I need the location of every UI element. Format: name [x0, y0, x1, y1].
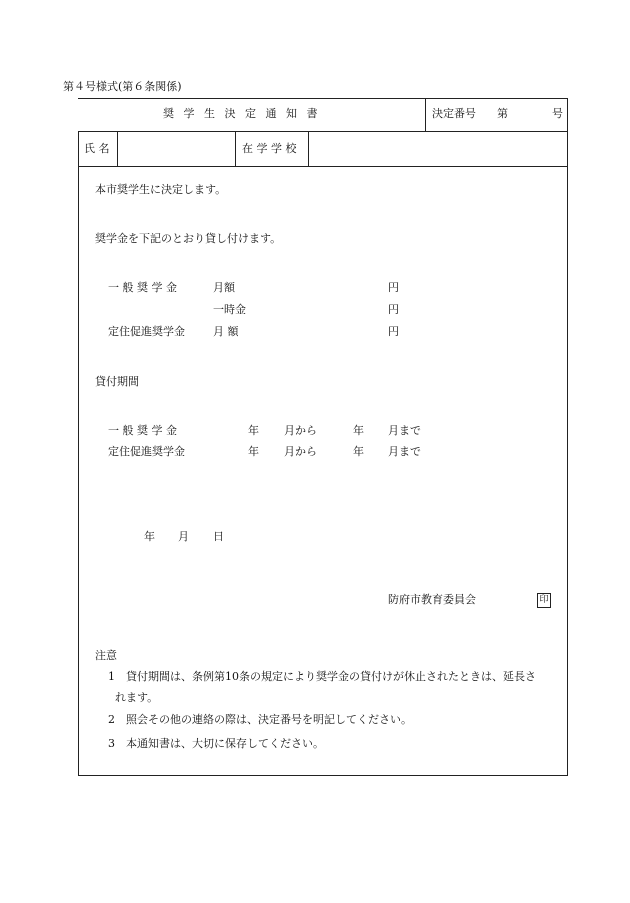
seal-box: 印: [537, 593, 551, 608]
period-settlement-month-to: 月まで: [388, 445, 421, 458]
name-label-divider: [117, 131, 118, 167]
date-day: 日: [213, 530, 224, 543]
period-general-year-to: 年: [353, 424, 364, 437]
note-1-number: 1: [108, 670, 115, 683]
decision-number-divider: [425, 98, 426, 132]
note-2-number: 2: [108, 713, 115, 726]
notes-heading: 注意: [95, 649, 117, 662]
settlement-monthly-label: 月 額: [213, 325, 239, 338]
note-3-text: 本通知書は、大切に保存してください。: [126, 737, 324, 750]
lump-sum-label: 一時金: [213, 303, 246, 316]
name-label: 氏 名: [84, 142, 110, 155]
date-month: 月: [178, 530, 189, 543]
frame-right-line: [567, 98, 568, 776]
general-scholarship-label: 一 般 奨 学 金: [108, 281, 177, 294]
note-2-text: 照会その他の連絡の際は、決定番号を明記してください。: [126, 713, 412, 726]
lump-sum-yen: 円: [388, 303, 399, 316]
period-general-month-to: 月まで: [388, 424, 421, 437]
note-1-text: 貸付期間は、条例第10条の規定により奨学金の貸付けが休止されたときは、延長さ: [126, 670, 536, 683]
school-label-divider: [308, 131, 309, 167]
info-row-bottom-line: [78, 166, 568, 167]
frame-bottom-line: [78, 775, 568, 776]
period-settlement-month-from: 月から: [284, 445, 317, 458]
period-general-month-from: 月から: [284, 424, 317, 437]
school-label: 在 学 学 校: [242, 142, 297, 155]
decision-statement: 本市奨学生に決定します。: [95, 183, 227, 196]
loan-period-heading: 貸付期間: [95, 375, 139, 388]
frame-left-line: [78, 131, 79, 776]
decision-number-go: 号: [552, 107, 563, 120]
period-settlement-year-to: 年: [353, 445, 364, 458]
frame-top-line: [78, 98, 568, 99]
decision-number-label: 決定番号: [432, 107, 476, 120]
date-year: 年: [144, 530, 155, 543]
decision-number-dai: 第: [497, 107, 508, 120]
note-3-number: 3: [108, 737, 115, 750]
general-monthly-label: 月額: [213, 281, 235, 294]
loan-statement: 奨学金を下記のとおり貸し付けます。: [95, 232, 282, 245]
settlement-monthly-yen: 円: [388, 325, 399, 338]
general-monthly-yen: 円: [388, 281, 399, 294]
period-general-year-from: 年: [248, 424, 259, 437]
issuer-name: 防府市教育委員会: [388, 593, 476, 606]
period-general-label: 一 般 奨 学 金: [108, 424, 177, 437]
settlement-scholarship-label: 定住促進奨学金: [108, 325, 185, 338]
document-title: 奨 学 生 決 定 通 知 書: [163, 107, 321, 120]
form-label: 第４号様式(第６条関係): [63, 80, 182, 93]
header-bottom-line: [78, 131, 568, 132]
period-settlement-label: 定住促進奨学金: [108, 445, 185, 458]
name-value-divider: [235, 131, 236, 167]
period-settlement-year-from: 年: [248, 445, 259, 458]
note-1-continuation: れます。: [115, 691, 159, 704]
